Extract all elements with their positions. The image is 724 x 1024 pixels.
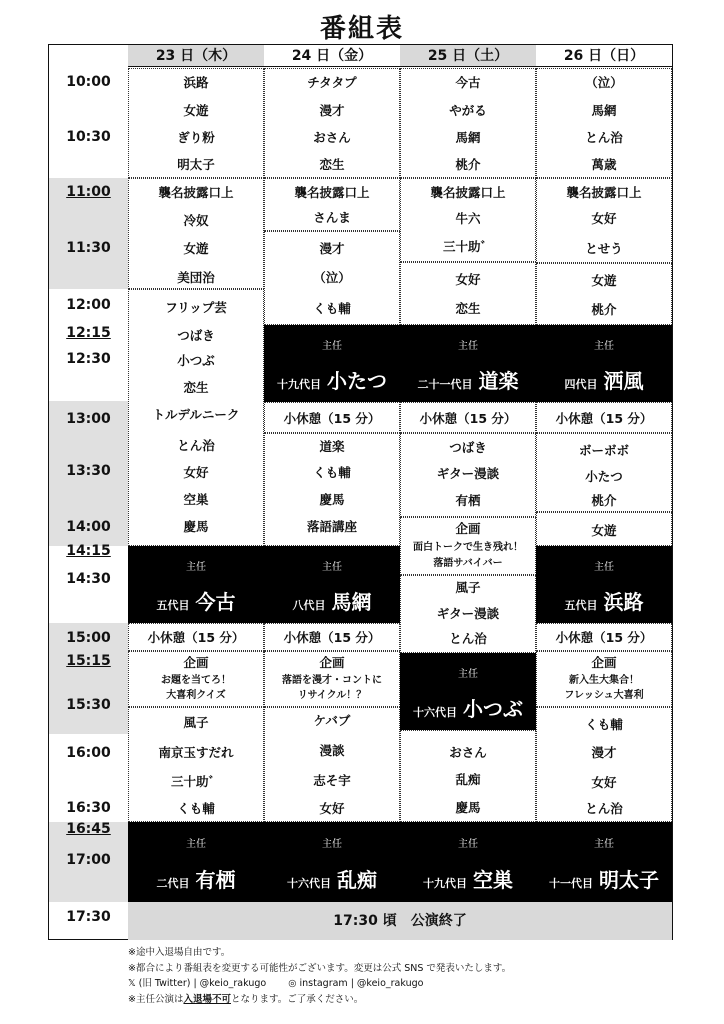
headliner-role: 主任	[458, 341, 478, 353]
time-label: 14:30	[66, 571, 111, 587]
day-header-23: 23 日（木）	[128, 45, 264, 67]
performer: 萬歳	[591, 157, 617, 172]
event-title: フレッシュ大喜利	[564, 690, 644, 701]
program-block	[536, 651, 672, 707]
performer: 襲名披露口上	[566, 185, 642, 200]
headliner-stage-name: 道楽	[478, 369, 519, 394]
performer: ぎり粉	[177, 130, 215, 145]
event-title: 新入生大集合！	[569, 675, 639, 686]
performer: 漫才	[319, 241, 345, 256]
time-label: 12:00	[66, 297, 111, 313]
performer: くも輔	[313, 301, 351, 316]
performer: 三十助゛	[170, 774, 221, 789]
program-block	[400, 433, 536, 517]
time-label: 16:30	[66, 800, 111, 816]
generation: 十九代目	[423, 876, 467, 890]
headliner-name	[128, 586, 264, 615]
event-title: 大喜利クイズ	[166, 690, 226, 701]
headliner-name	[400, 864, 536, 893]
performer: とん治	[449, 631, 487, 646]
time-label-text: 12:15	[66, 325, 111, 341]
day-header-24: 24 日（金）	[264, 45, 400, 67]
time-label	[49, 323, 128, 343]
time-label: 17:00	[66, 852, 111, 868]
note-schedule-change: ※都合により番組表を変更する可能性がございます。変更は公式 SNS で発表いたします。	[128, 962, 512, 974]
time-label: 10:00	[66, 74, 111, 90]
performer: ギター漫談	[436, 606, 500, 621]
performer: チタタプ	[307, 75, 357, 90]
generation: 二代目	[156, 876, 190, 890]
performer: とん治	[585, 130, 623, 145]
program-block	[400, 517, 536, 575]
headliner-role: 主任	[594, 838, 614, 850]
program-block	[264, 433, 400, 546]
headliner-role: 主任	[186, 838, 206, 850]
performer: 恋生	[183, 380, 209, 395]
performer: 桃介	[455, 157, 481, 172]
show-end-banner: 17:30 頃 公演終了	[128, 902, 672, 940]
program-block	[264, 178, 400, 231]
performer: 漫才	[319, 103, 345, 118]
event-label: 企画	[319, 655, 345, 670]
program-block	[128, 651, 264, 707]
program-block	[128, 178, 264, 289]
break-block	[264, 623, 400, 651]
performer: つばき	[177, 328, 215, 343]
day-header-26: 26 日（日）	[536, 45, 672, 67]
time-label: 12:30	[66, 351, 111, 367]
performer: 襲名披露口上	[294, 185, 370, 200]
generation: 五代目	[156, 599, 190, 613]
performer: フリップ芸	[165, 300, 227, 315]
headliner-block	[264, 822, 400, 902]
break-block	[536, 623, 672, 651]
performer: 明太子	[177, 157, 215, 172]
break-block	[128, 623, 264, 651]
event-title: 面白トークで生き残れ！	[413, 542, 523, 553]
time-label-text: 11:00	[66, 184, 111, 200]
performer: 女好	[319, 801, 345, 816]
performer: 恋生	[319, 157, 345, 172]
event-label: 企画	[455, 521, 481, 536]
time-label	[49, 651, 128, 671]
headliner-stage-name: 今古	[195, 590, 236, 615]
performer: くも輔	[313, 465, 351, 480]
note-free-entry: ※途中入退場自由です。	[128, 947, 231, 958]
time-label: 17:30	[66, 909, 111, 925]
program-block	[128, 68, 264, 178]
performer: 美団治	[177, 270, 215, 285]
headliner-block	[264, 325, 400, 402]
time-label-text: 16:45	[66, 821, 111, 837]
performer: 慶馬	[183, 519, 209, 534]
break-block	[264, 402, 400, 433]
performer: 漫才	[591, 745, 617, 760]
performer: 女好	[591, 211, 617, 226]
program-block	[536, 707, 672, 822]
performer: 慶馬	[319, 492, 345, 507]
performer: 女遊	[591, 273, 617, 288]
performer: 恋生	[455, 301, 481, 316]
performer: 風子	[183, 715, 209, 730]
headliner-name	[264, 586, 400, 615]
event-title: お題を当てろ！	[161, 675, 231, 686]
performer: さんま	[313, 210, 351, 225]
note-no-entry-post: となります。ご了承ください。	[230, 993, 364, 1005]
time-label: 15:00	[66, 630, 111, 646]
footnotes	[128, 945, 511, 1007]
performer: 道楽	[319, 439, 345, 454]
headliner-block	[128, 822, 264, 902]
headliner-name	[264, 365, 400, 394]
headliner-role: 主任	[594, 341, 614, 353]
performer: 女遊	[183, 103, 209, 118]
time-label: 13:00	[66, 411, 111, 427]
break-label: 小休憩（15 分）	[555, 630, 653, 645]
performer: 今古	[455, 75, 481, 90]
event-title: リサイクル！？	[297, 690, 367, 701]
performer: 牛六	[455, 211, 481, 226]
time-label: 14:00	[66, 519, 111, 535]
headliner-name	[536, 365, 672, 394]
performer: 襲名披露口上	[430, 185, 506, 200]
performer: 女好	[183, 465, 209, 480]
performer: ケバブ	[313, 713, 351, 728]
break-block	[536, 402, 672, 433]
time-label: 15:30	[66, 697, 111, 713]
performer: ボーボボ	[578, 443, 629, 458]
program-block	[400, 730, 536, 822]
performer: つばき	[449, 440, 487, 455]
performer: 冷奴	[183, 213, 209, 228]
headliner-stage-name: 空巣	[473, 867, 513, 892]
headliner-block	[400, 822, 536, 902]
headliner-stage-name: 乱痴	[337, 867, 377, 892]
performer: 馬網	[455, 130, 481, 145]
headliner-name	[400, 365, 536, 394]
generation: 十一代目	[549, 876, 593, 890]
generation: 十六代目	[413, 706, 457, 720]
performer: とん治	[585, 801, 623, 816]
performer: 風子	[455, 580, 481, 595]
headliner-block	[536, 546, 672, 623]
performer: 落語講座	[306, 519, 357, 534]
performer: 女好	[455, 272, 481, 287]
headliner-name	[264, 864, 400, 893]
program-block	[128, 707, 264, 822]
headliner-stage-name: 有栖	[195, 867, 236, 892]
headliner-name	[128, 864, 264, 893]
performer: 女遊	[591, 523, 617, 538]
headliner-role: 主任	[322, 562, 342, 574]
twitter-handle[interactable]: 𝕏 (旧 Twitter) | @keio_rakugo	[128, 978, 267, 989]
performer: 小つぶ	[177, 353, 215, 368]
program-block	[400, 262, 536, 325]
performer: くも輔	[177, 801, 215, 816]
headliner-block	[128, 546, 264, 623]
program-block	[536, 433, 672, 512]
performer: 有栖	[455, 493, 481, 508]
program-block	[536, 68, 672, 178]
program-block	[400, 178, 536, 262]
break-label: 小休憩（15 分）	[147, 630, 245, 645]
time-label	[49, 182, 128, 202]
event-title: 落語を漫才・コントに	[282, 675, 382, 686]
program-block	[264, 651, 400, 707]
performer: 志そ宇	[313, 773, 351, 788]
headliner-name	[400, 693, 536, 722]
performer: 小たつ	[585, 469, 623, 484]
performer: トルデルニーク	[152, 407, 240, 422]
performer: やがる	[449, 103, 487, 118]
break-label: 小休憩（15 分）	[283, 411, 381, 426]
event-label: 企画	[183, 655, 209, 670]
performer: 女遊	[183, 241, 209, 256]
break-block	[400, 402, 536, 433]
headliner-name	[536, 864, 672, 893]
program-block	[264, 68, 400, 178]
headliner-block	[400, 325, 536, 402]
performer: 桃介	[591, 302, 617, 317]
program-block	[536, 512, 672, 546]
break-label: 小休憩（15 分）	[419, 411, 517, 426]
performer: 襲名披露口上	[158, 185, 234, 200]
performer: 桃介	[591, 493, 617, 508]
time-label-text: 14:15	[66, 543, 111, 559]
headliner-stage-name: 浜路	[603, 590, 644, 615]
headliner-stage-name: 明太子	[599, 867, 659, 892]
time-label: 13:30	[66, 463, 111, 479]
day-header-25: 25 日（土）	[400, 45, 536, 67]
program-block	[400, 68, 536, 178]
headliner-stage-name: 小たつ	[327, 369, 387, 394]
time-label-text: 15:15	[66, 653, 111, 669]
generation: 五代目	[564, 599, 598, 613]
headliner-role: 主任	[458, 669, 478, 681]
headliner-role: 主任	[458, 838, 478, 850]
headliner-block	[264, 546, 400, 623]
instagram-handle[interactable]: ◎ instagram | @keio_rakugo	[288, 978, 424, 989]
program-block	[264, 707, 400, 822]
performer: （泣）	[313, 270, 351, 285]
performer: くも輔	[585, 717, 623, 732]
performer: おさん	[313, 130, 351, 145]
program-block	[536, 178, 672, 263]
headliner-role: 主任	[594, 562, 614, 574]
headliner-block	[400, 653, 536, 730]
headliner-role: 主任	[322, 838, 342, 850]
generation: 四代目	[564, 378, 598, 392]
generation: 八代目	[292, 599, 326, 613]
time-label: 11:30	[66, 240, 111, 256]
performer: 三十助゛	[442, 239, 493, 254]
time-label	[49, 819, 128, 839]
performer: 女好	[591, 775, 617, 790]
headliner-stage-name: 馬網	[331, 590, 372, 615]
performer: 浜路	[183, 75, 209, 90]
performer: 空巣	[183, 492, 209, 507]
program-block	[400, 575, 536, 653]
generation: 十六代目	[287, 876, 331, 890]
performer: 馬網	[591, 103, 617, 118]
note-no-entry-pre: ※主任公演は	[128, 993, 184, 1005]
headliner-block	[536, 822, 672, 902]
performer: ギター漫談	[436, 466, 500, 481]
headliner-role: 主任	[186, 562, 206, 574]
headliner-name	[536, 586, 672, 615]
performer: （泣）	[585, 75, 623, 90]
time-label: 16:00	[66, 745, 111, 761]
program-block	[536, 263, 672, 325]
program-block	[264, 231, 400, 325]
note-no-entry	[128, 992, 511, 1008]
performer: とん治	[177, 438, 215, 453]
performer: 慶馬	[455, 800, 481, 815]
headliner-stage-name: 洒風	[603, 369, 644, 394]
page-title: 番組表	[319, 14, 404, 44]
program-block	[128, 289, 264, 546]
performer: 漫談	[319, 743, 345, 758]
generation: 二十一代目	[417, 378, 473, 392]
time-label	[49, 541, 128, 561]
time-label: 10:30	[66, 129, 111, 145]
headliner-stage-name: 小つぶ	[463, 697, 523, 722]
performer: おさん	[449, 745, 487, 760]
headliner-role: 主任	[322, 341, 342, 353]
performer: とせう	[585, 241, 623, 256]
performer: 南京玉すだれ	[158, 745, 234, 760]
note-no-entry-emphasis: 入退場不可	[183, 993, 231, 1005]
event-title: 落語サバイバー	[433, 558, 503, 569]
performer: 乱痴	[455, 772, 481, 787]
headliner-block	[536, 325, 672, 402]
break-label: 小休憩（15 分）	[555, 411, 653, 426]
event-label: 企画	[591, 655, 617, 670]
generation: 十九代目	[277, 378, 321, 392]
note-sns	[128, 976, 511, 992]
break-label: 小休憩（15 分）	[283, 630, 381, 645]
